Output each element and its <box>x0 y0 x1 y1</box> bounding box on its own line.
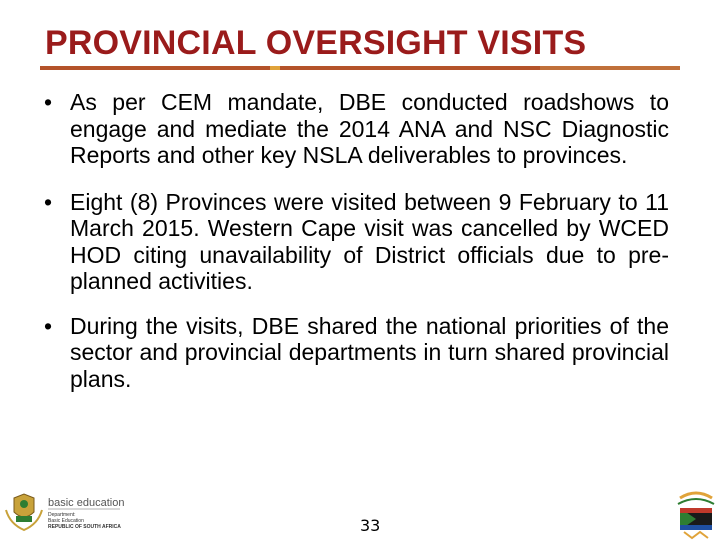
page-number: 33 <box>360 516 381 535</box>
logo-line2: Basic Education <box>48 518 84 524</box>
bullet-item <box>44 189 669 295</box>
bullet-text: As per CEM mandate, DBE conducted roadshows to engage and mediate the 2014 ANA and NSC Diagnostic Reports and other key NSLA deliverables to provinces. <box>70 89 669 168</box>
underline-segment <box>280 66 540 70</box>
dbe-logo <box>0 490 130 540</box>
logo-brand-text: basic education <box>48 497 125 509</box>
bullet-list <box>44 89 669 412</box>
bullet-marker: • <box>44 188 53 215</box>
bullet-marker: • <box>44 312 53 339</box>
title-underline <box>40 66 680 70</box>
coat-of-arms-icon <box>6 494 42 530</box>
bullet-text: Eight (8) Provinces were visited between 9 February to 11 March 2015. Western Cape visit was cancelled by WCED HOD citing unavailability of District officials due to pre-planned activities. <box>70 188 669 294</box>
bullet-marker: • <box>44 89 53 115</box>
underline-segment <box>270 66 280 70</box>
anniversary-emblem-icon <box>672 488 720 540</box>
bullet-item <box>44 313 669 393</box>
underline-segment <box>40 66 270 70</box>
slide-title: PROVINCIAL OVERSIGHT VISITS <box>45 24 587 62</box>
logo-line3: REPUBLIC OF SOUTH AFRICA <box>48 524 121 530</box>
logo-line1: Department: <box>48 512 76 518</box>
underline-segment <box>540 66 680 70</box>
bullet-text: During the visits, DBE shared the national priorities of the sector and provincial departments in turn shared provincial plans. <box>70 312 669 392</box>
bullet-item <box>44 89 669 169</box>
